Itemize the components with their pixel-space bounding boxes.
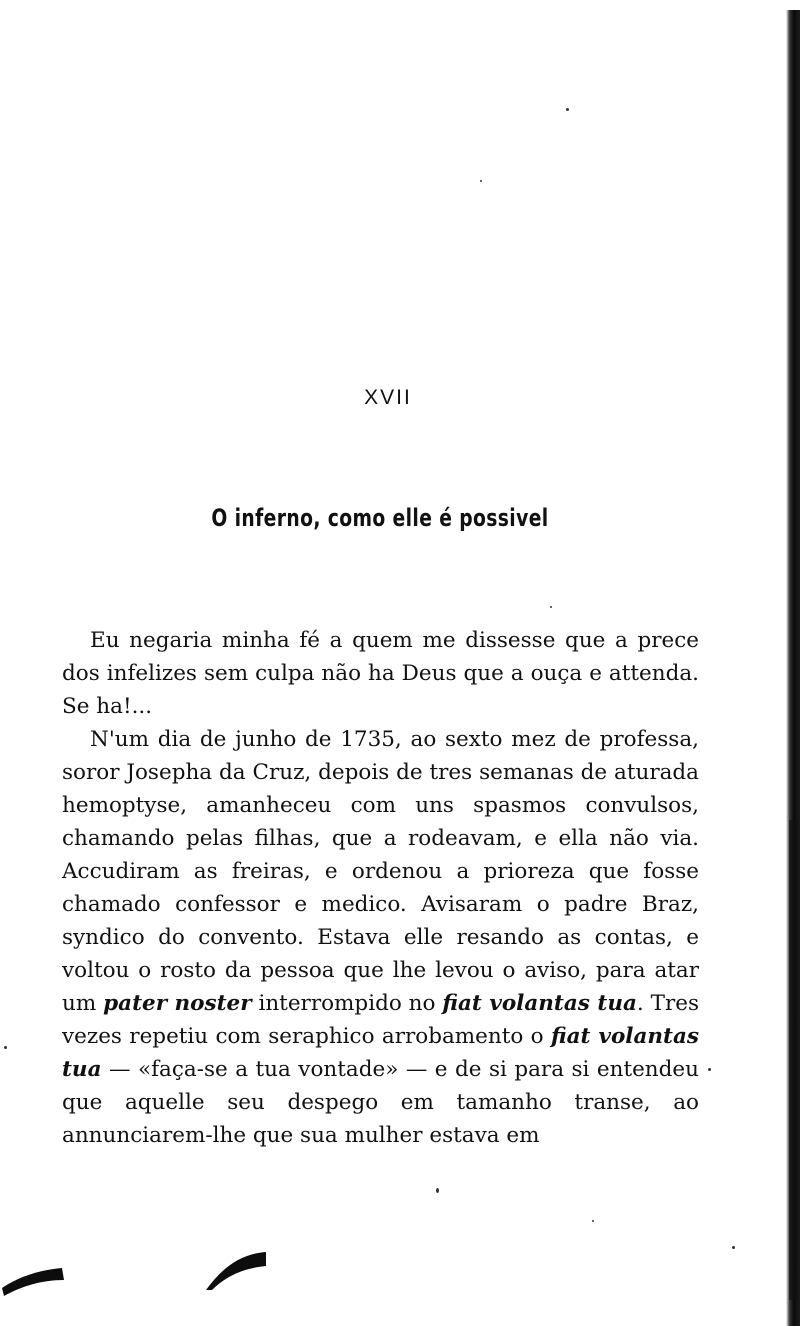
paragraph-2-part-c: . Tres vezes repetiu com seraphico arrobamento o (62, 991, 699, 1049)
latin-phrase-pater-noster: pater noster (103, 991, 252, 1016)
scan-speck (436, 1188, 439, 1193)
page-edge-shadow-lower (789, 820, 797, 1300)
paragraph-2-part-a: N'um dia de junho de 1735, ao sexto mez de professa, soror Josepha da Cruz, depois de tres semanas de aturada hemoptyse, amanheceu com uns spasmos convulsos, chamando pelas filhas, que a rodeavam, e ella não via. Accudiram as freiras, e ordenou a prioreza que fosse chamado confessor e medico. Avisaram o padre Braz, syndico do convento. Estava elle resando as contas, e voltou o rosto da pessoa que lhe levou o aviso, para atar um (62, 727, 699, 1016)
scan-speck (732, 1246, 735, 1249)
scan-speck (480, 180, 482, 182)
paragraph-2 (62, 723, 699, 1152)
latin-phrase-fiat-2: fiat volantas tua (62, 1024, 699, 1082)
scan-speck (550, 606, 552, 608)
scan-speck (592, 1220, 594, 1222)
scan-artifact-left (0, 1240, 80, 1300)
chapter-title: O inferno, como elle é possivel (211, 504, 549, 532)
latin-phrase-fiat-1: fiat volantas tua (442, 991, 637, 1016)
scan-artifact-right (200, 1244, 280, 1294)
body-text (62, 624, 699, 1152)
chapter-number: XVII (364, 386, 412, 409)
paragraph-2-part-d: — «faça-se a tua vontade» — e de si para si entendeu que aquelle seu despego em tamanho transe, ao annunciarem-lhe que sua mulher estava em (62, 1057, 699, 1148)
paragraph-2-part-b: interrompido no (251, 991, 443, 1016)
paragraph-1: Eu negaria minha fé a quem me dissesse que a prece dos infelizes sem culpa não ha Deus que a ouça e attenda. Se ha!... (62, 628, 699, 719)
scan-speck (566, 108, 569, 111)
scan-speck (708, 1068, 711, 1071)
scan-speck (4, 1046, 7, 1049)
